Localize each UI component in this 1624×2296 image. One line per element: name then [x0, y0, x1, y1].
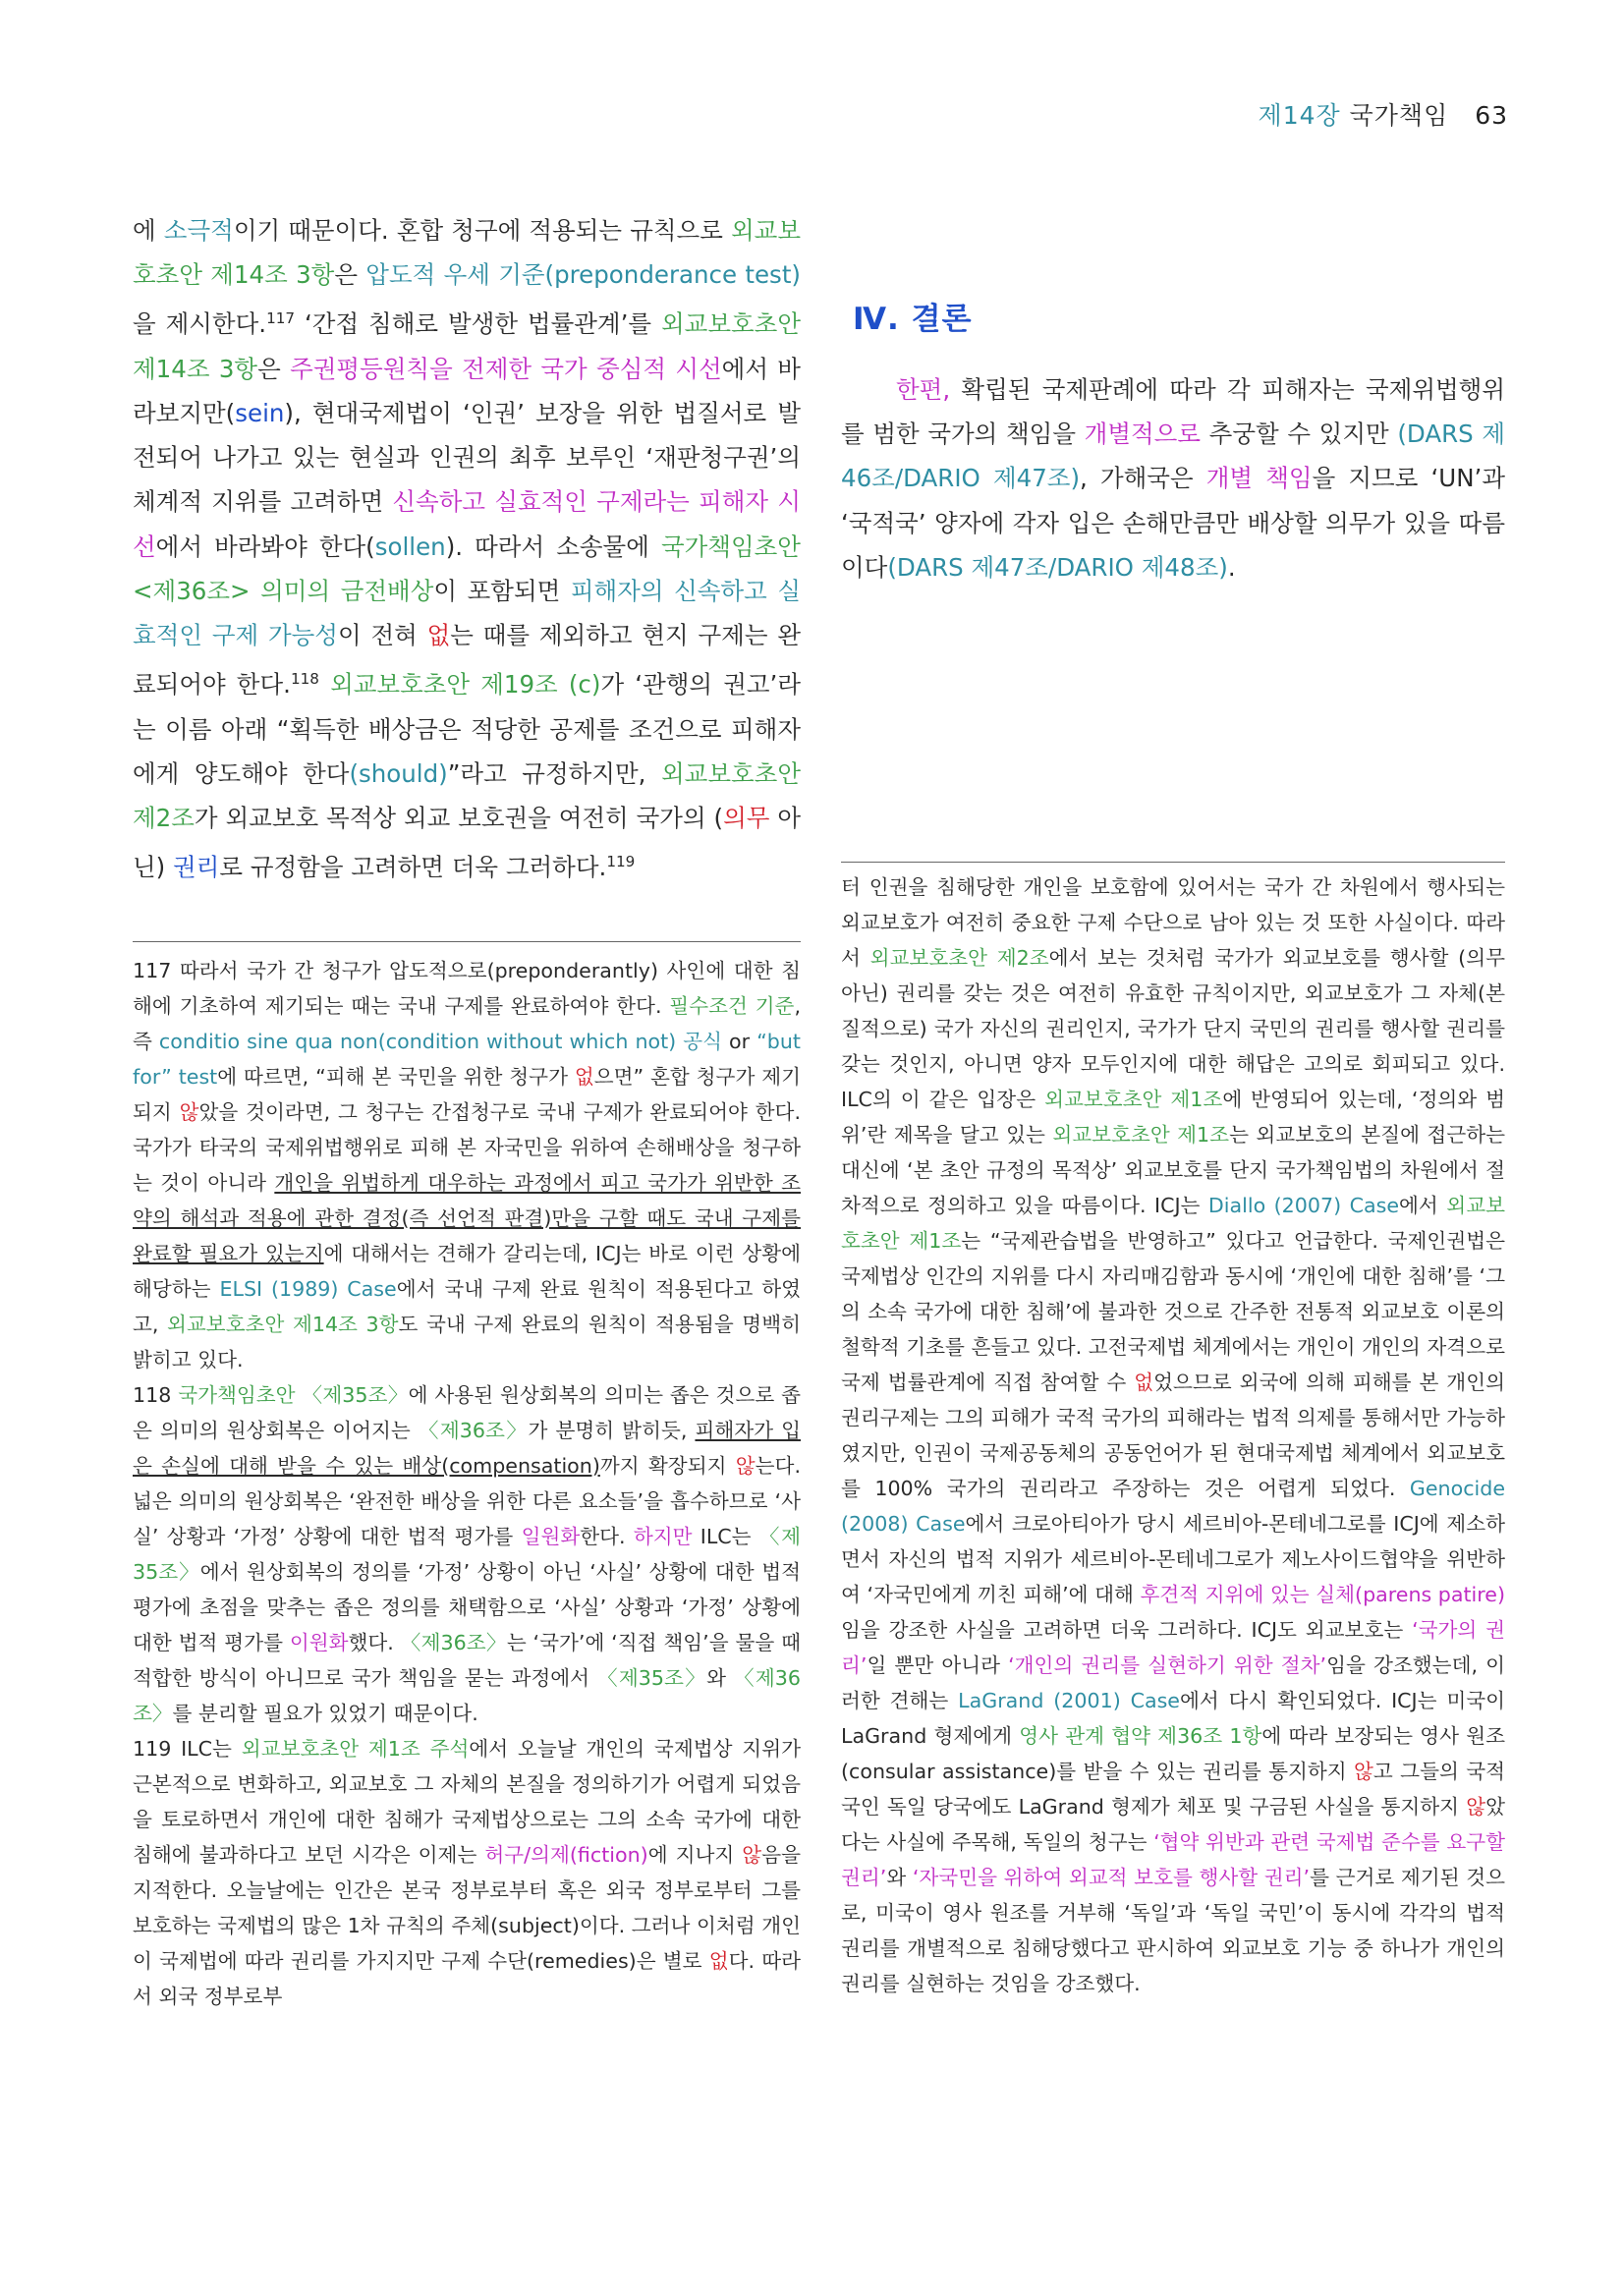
text-run: 는다. 넓은 의미의 원상회복은 ‘완전한 배상을 위한 다른 요소들’을 흡수하므로 ‘사실’ 상황과 ‘가정’ 상황에 대한 법적 평가를 [133, 1454, 801, 1548]
highlight-run: ‘자국민을 위하여 외교적 보호를 행사할 권리’ [912, 1866, 1311, 1889]
highlight-run: (DARS 제47조/DARIO 제48조) [887, 552, 1228, 582]
text-run: , 가해국은 [1080, 464, 1206, 493]
text-run: 에서 [1399, 1194, 1447, 1217]
text-run: ”라고 규정하지만, [447, 758, 661, 788]
highlight-run: 외교보호초안 제1조 [1044, 1088, 1223, 1111]
text-run: 가 외교보호 목적상 외교 보호권을 여전히 국가의 ( [194, 803, 724, 832]
text-run: 아닌) [133, 803, 801, 882]
highlight-run: 국가책임초안 〈제35조〉 [178, 1383, 409, 1407]
highlight-run: 〈제36조〉 [418, 1419, 529, 1442]
text-run: 이 포함되면 [433, 576, 571, 605]
footnote-119-continued [841, 869, 1505, 2001]
footnote-divider [133, 941, 801, 942]
left-body-text [133, 208, 801, 890]
footnote-divider [841, 862, 1505, 863]
footnote-119 [133, 1731, 801, 2014]
highlight-run: 영사 관계 협약 제36조 1항 [1019, 1724, 1262, 1748]
text-run: 었으므로 외국에 의해 피해를 본 개인의 권리구제는 그의 피해가 국적 국가의 피해라는 법적 의제를 통해서만 가능하였지만, 인권이 국제공동체의 공동언어가 된 현대국제법 체계에서 외교보호를 100% 국가의 권리라고 주장하는 것은 어렵게 되었다. [841, 1371, 1505, 1500]
highlight-run: Diallo (2007) Case [1207, 1194, 1400, 1217]
text-run: 을 제시한다. [133, 309, 267, 339]
text-run: 도 국내 구제 완료의 원칙이 적용됨을 명백히 밝히고 있다. [133, 1313, 801, 1372]
highlight-run: 없 [426, 620, 451, 649]
highlight-run: (DARS 제46조/DARIO 제47조) [841, 420, 1505, 493]
text-run: ). 따라서 소송물에 [445, 532, 661, 561]
section-heading: Ⅳ. 결론 [853, 302, 973, 337]
highlight-run: Genocide (2008) Case [841, 1477, 1505, 1536]
text-run: 117 따라서 국가 간 청구가 압도적으로(preponderantly) 사인에 대한 침해에 기초하여 제기되는 때는 국내 구제를 완료하여야 한다. [133, 959, 801, 1018]
highlight-run: 허구/의제(fiction) [484, 1843, 648, 1867]
highlight-run: 않 [179, 1100, 199, 1124]
body-paragraph [133, 208, 801, 890]
text-run: 에서 바라보지만( [133, 354, 801, 427]
highlight-run: ‘개인의 권리를 실현하기 위한 절차’ [1008, 1653, 1327, 1677]
text-run: 에 따르면, “피해 본 국민을 위한 청구가 [217, 1065, 575, 1089]
highlight-run: sein [235, 398, 285, 427]
highlight-run: 외교보호초안 제14조 3항 [133, 216, 801, 290]
text-run: ‘간접 침해로 발생한 법률관계’를 [295, 309, 661, 339]
text-run: 가 ‘관행의 권고’라는 이름 아래 “획득한 배상금은 적당한 공제를 조건으로 피해자에게 양도해야 한다 [133, 670, 801, 788]
right-footnotes [841, 869, 1505, 2001]
highlight-run: 신속하고 실효적인 구제라는 피해자 시선 [133, 487, 801, 561]
text-run: 에서 바라봐야 한다( [155, 532, 375, 561]
highlight-run: 〈제35조〉 [596, 1666, 707, 1690]
highlight-run: 한편, [896, 375, 951, 404]
text-run: 에서 원상회복의 정의를 ‘가정’ 상황이 아닌 ‘사실’ 상황에 대한 법적 평가에 초점을 맞추는 좁은 정의를 채택함으로 ‘사실’ 상황과 ‘가정’ 상황에 대한 법적 평가를 [133, 1560, 801, 1654]
text-run: 은 [257, 354, 291, 383]
highlight-run: 의무 [723, 803, 770, 832]
text-run: 에서 다시 확인되었다. ICJ는 미국이 LaGrand 형제에게 [841, 1689, 1506, 1748]
text-run: 확립된 국제판례에 따라 각 피해자는 국제위법행위를 범한 국가의 책임을 [841, 375, 1505, 449]
highlight-run: 주권평등원칙을 전제한 국가 중심적 시선 [290, 354, 722, 383]
highlight-run: sollen [374, 532, 446, 561]
highlight-run: 없 [574, 1065, 594, 1089]
text-run: 로 규정함을 고려하면 더욱 그러하다. [219, 853, 607, 882]
text-run: 118 [133, 1383, 179, 1407]
highlight-run: 일원화 [521, 1525, 581, 1548]
text-run: 에 대해서는 견해가 갈리는데, ICJ는 바로 이런 상황에 해당하는 [133, 1242, 802, 1301]
text-run: 를 분리할 필요가 있었기 때문이다. [172, 1702, 478, 1725]
text-run: 까지 확장되지 [599, 1454, 736, 1478]
text-run: 을 지므로 ‘UN’과 ‘국적국’ 양자에 각자 입은 손해만큼만 배상할 의무가 있을 따름이다 [841, 464, 1505, 582]
highlight-run: 외교보호초안 제19조 (c) [330, 670, 601, 700]
text-run: 는 “국제관습법을 반영하고” 있다고 언급한다. 국제인권법은 국제법상 인간의 지위를 다시 자리매김함과 동시에 ‘개인에 대한 침해’를 ‘그의 소속 국가에 대한 침해’에 불과한 것으로 간주한 전통적 외교보호 이론의 철학적 기초를 흔들고 있다. 고전국제법 체계에서는 개인이 개인의 자격으로 국제 법률관계에 직접 참여할 수 [841, 1229, 1506, 1394]
highlight-run: 않 [735, 1454, 756, 1478]
footnote-ref-119[interactable]: 119 [606, 853, 636, 871]
footnote-ref-118[interactable]: 118 [290, 670, 319, 689]
right-body-text [841, 367, 1505, 589]
text-run: 다. 따라서 외국 정부로부 [133, 1949, 801, 2008]
text-run: 터 인권을 침해당한 개인을 보호함에 있어서는 국가 간 차원에서 행사되는 외교보호가 여전히 중요한 구제 수단으로 남아 있는 것 또한 사실이다. 따라서 [841, 875, 1505, 970]
text-run: 에서 보는 것처럼 국가가 외교보호를 행사할 (의무 아닌) 권리를 갖는 것은 여전히 유효한 규칙이지만, 외교보호가 그 자체(본질적으로) 국가 자신의 권리인지, 국가가 단지 국민의 권리를 행사할 권리를 갖는 것인지, 아니면 양자 모두인지에 대한 해답은 고의로 회피되고 있다. ILC의 이 같은 입장은 [841, 946, 1505, 1111]
text-run: 았다는 사실에 주목해, 독일의 청구는 [841, 1795, 1505, 1854]
text-run: 에서 국내 구제 완료 원칙이 적용된다고 하였고, [133, 1277, 801, 1336]
footnote-ref-117[interactable]: 117 [266, 309, 296, 328]
highlight-run: 개별적으로 [1084, 420, 1201, 449]
highlight-run: ELSI (1989) Case [219, 1277, 397, 1301]
text-run: 는 외교보호의 본질에 접근하는 대신에 ‘본 초안 규정의 목적상’ 외교보호를 단지 국가책임법의 차원에서 절차적으로 정의하고 있을 따름이다. ICJ는 [841, 1123, 1505, 1217]
text-run: 가 분명히 밝히듯, [528, 1419, 696, 1442]
text-run: 에 [133, 216, 164, 245]
highlight-run: 외교보호초안 제14조 3항 [167, 1313, 399, 1336]
text-run: 는 ‘국가’에 ‘직접 책임’을 물을 때 적합한 방식이 아니므로 국가 책임을 묻는 과정에서 [133, 1631, 801, 1690]
text-run: 임을 강조했는데, 이러한 견해는 [841, 1653, 1505, 1712]
text-run: or [722, 1030, 757, 1053]
left-footnotes [133, 953, 801, 2014]
text-run: 일 뿐만 아니라 [867, 1653, 1009, 1677]
text-run: 에 지나지 [647, 1843, 743, 1867]
text-run: 에서 크로아티아가 당시 세르비아-몬테네그로를 ICJ에 제소하면서 자신의 법적 지위가 세르비아-몬테네그로가 제노사이드협약을 위반하여 ‘자국민에게 끼친 피해’에 대해 [841, 1512, 1505, 1606]
highlight-run: conditio sine qua non(condition without which not) 공식 [158, 1030, 723, 1053]
highlight-run: 외교보호초안 제1조 주석 [241, 1737, 470, 1761]
underlined-run: 개인을 위법하게 대우하는 과정에서 피고 국가가 위반한 조약의 해석과 적용에 관한 결정(즉 선언적 판결)만을 구할 때도 국내 구제를 완료할 필요가 있는지 [133, 1171, 801, 1265]
highlight-run: 않 [742, 1843, 762, 1867]
text-run: 은 [334, 260, 366, 290]
text-run [319, 670, 330, 699]
text-run: 이기 때문이다. 혼합 청구에 적용되는 규칙으로 [233, 216, 731, 245]
text-run: 했다. [348, 1631, 401, 1654]
text-run: 와 [706, 1666, 734, 1690]
highlight-run: 외교보호초안 제2조 [869, 946, 1049, 970]
highlight-run: 피해자의 신속하고 실효적인 구제 가능성 [133, 576, 801, 649]
chapter-number: 제14장 [1258, 101, 1341, 130]
highlight-run: 〈제36조〉 [400, 1631, 507, 1654]
text-run: 으면” 혼합 청구가 제기되지 [133, 1065, 801, 1124]
body-paragraph [841, 367, 1505, 589]
text-run: 이 전혀 [337, 620, 427, 649]
highlight-run: 이원화 [289, 1631, 349, 1654]
highlight-run: ‘협약 위반과 관련 국제법 준수를 요구할 권리’ [841, 1830, 1505, 1889]
highlight-run: 필수조건 기준 [669, 994, 795, 1018]
highlight-run: 없 [708, 1949, 729, 1973]
text-run: 에 반영되어 있는데, ‘정의와 범위’란 제목을 달고 있는 [841, 1088, 1506, 1147]
footnote-117 [133, 953, 801, 1377]
highlight-run: 않 [1354, 1760, 1373, 1783]
highlight-run: 없 [1134, 1371, 1154, 1394]
highlight-run: 외교보호초안 제14조 3항 [133, 309, 801, 383]
highlight-run: “but for” test [133, 1030, 801, 1089]
text-run: 와 [886, 1866, 913, 1889]
highlight-run: (should) [349, 758, 448, 788]
highlight-run: 외교보호초안 제1조 [841, 1194, 1505, 1253]
highlight-run: 않 [1466, 1795, 1486, 1819]
text-run: 에서 오늘날 개인의 국제법상 지위가 근본적으로 변화하고, 외교보호 그 자체의 본질을 정의하기가 어렵게 되었음을 토로하면서 개인에 대한 침해가 국제법상으로는 그의 소속 국가에 대한 침해에 불과하다고 보던 시각은 이제는 [133, 1737, 801, 1867]
highlight-run: 외교보호초안 제2조 [133, 758, 801, 832]
chapter-title: 국가책임 [1349, 101, 1449, 130]
text-run: 고 그들의 국적국인 독일 당국에도 LaGrand 형제가 체포 및 구금된 사실을 통지하지 [841, 1760, 1505, 1819]
text-run: 에 사용된 원상회복의 의미는 좁은 것으로 좁은 의미의 원상회복은 이어지는 [133, 1383, 802, 1442]
text-run: 았을 것이라면, 그 청구는 간접청구로 국내 구제가 완료되어야 한다. 국가가 타국의 국제위법행위로 피해 본 자국민을 위하여 손해배상을 청구하는 것이 아니라 [133, 1100, 801, 1195]
text-run: , 즉 [133, 994, 801, 1053]
highlight-run: 외교보호초안 제1조 [1052, 1123, 1230, 1147]
highlight-run: 후견적 지위에 있는 실체(parens patire) [1140, 1583, 1505, 1606]
text-run: . [1227, 552, 1236, 582]
text-run: 음을 지적한다. 오늘날에는 인간은 본국 정부로부터 혹은 외국 정부로부터 그를 보호하는 국제법의 많은 1차 규칙의 주체(subject)이다. 그러나 이처럼 개인이 국제법에 따라 권리를 가지지만 구제 수단(remedies)은 별로 [133, 1843, 801, 1973]
text-run: 한다. [580, 1525, 634, 1548]
text-run: ILC는 [692, 1525, 759, 1548]
text-run: 119 ILC는 [133, 1737, 242, 1761]
highlight-run: 권리 [173, 853, 220, 882]
highlight-run: 〈제35조〉 [133, 1525, 801, 1584]
running-header [1259, 96, 1508, 132]
highlight-run: 개별 책임 [1205, 464, 1313, 493]
highlight-run: ‘국가의 권리’ [841, 1618, 1505, 1677]
text-run: 에 따라 보장되는 영사 원조(consular assistance)를 받을 수 있는 권리를 통지하지 [841, 1724, 1505, 1783]
highlight-run: 압도적 우세 기준(preponderance test) [365, 260, 801, 290]
text-run: ), 현대국제법이 ‘인권’ 보장을 위한 법질서로 발전되어 나가고 있는 현실과 인권의 최후 보루인 ‘재판청구권’의 체계적 지위를 고려하면 [133, 398, 801, 517]
highlight-run: 국가책임초안 <제36조> 의미의 금전배상 [133, 532, 801, 605]
page-number: 63 [1475, 101, 1508, 130]
text-run: 임을 강조한 사실을 고려하면 더욱 그러하다. ICJ도 외교보호는 [841, 1618, 1413, 1642]
highlight-run: 〈제36조〉 [133, 1666, 801, 1725]
text-run: 는 때를 제외하고 현지 구제는 완료되어야 한다. [133, 620, 801, 700]
underlined-run: 피해자가 입은 손실에 대해 받을 수 있는 배상(compensation) [133, 1419, 801, 1478]
highlight-run: 하지만 [633, 1525, 693, 1548]
footnote-118 [133, 1377, 801, 1731]
highlight-run: 소극적 [163, 216, 234, 245]
highlight-run: LaGrand (2001) Case [958, 1689, 1180, 1712]
text-run: 추궁할 수 있지만 [1201, 420, 1398, 449]
text-run: 를 근거로 제기된 것으로, 미국이 영사 원조를 거부해 ‘독일’과 ‘독일 국민’이 동시에 각각의 법적 권리를 개별적으로 침해당했다고 판시하여 외교보호 기능 중 하나가 개인의 권리를 실현하는 것임을 강조했다. [841, 1866, 1505, 1995]
